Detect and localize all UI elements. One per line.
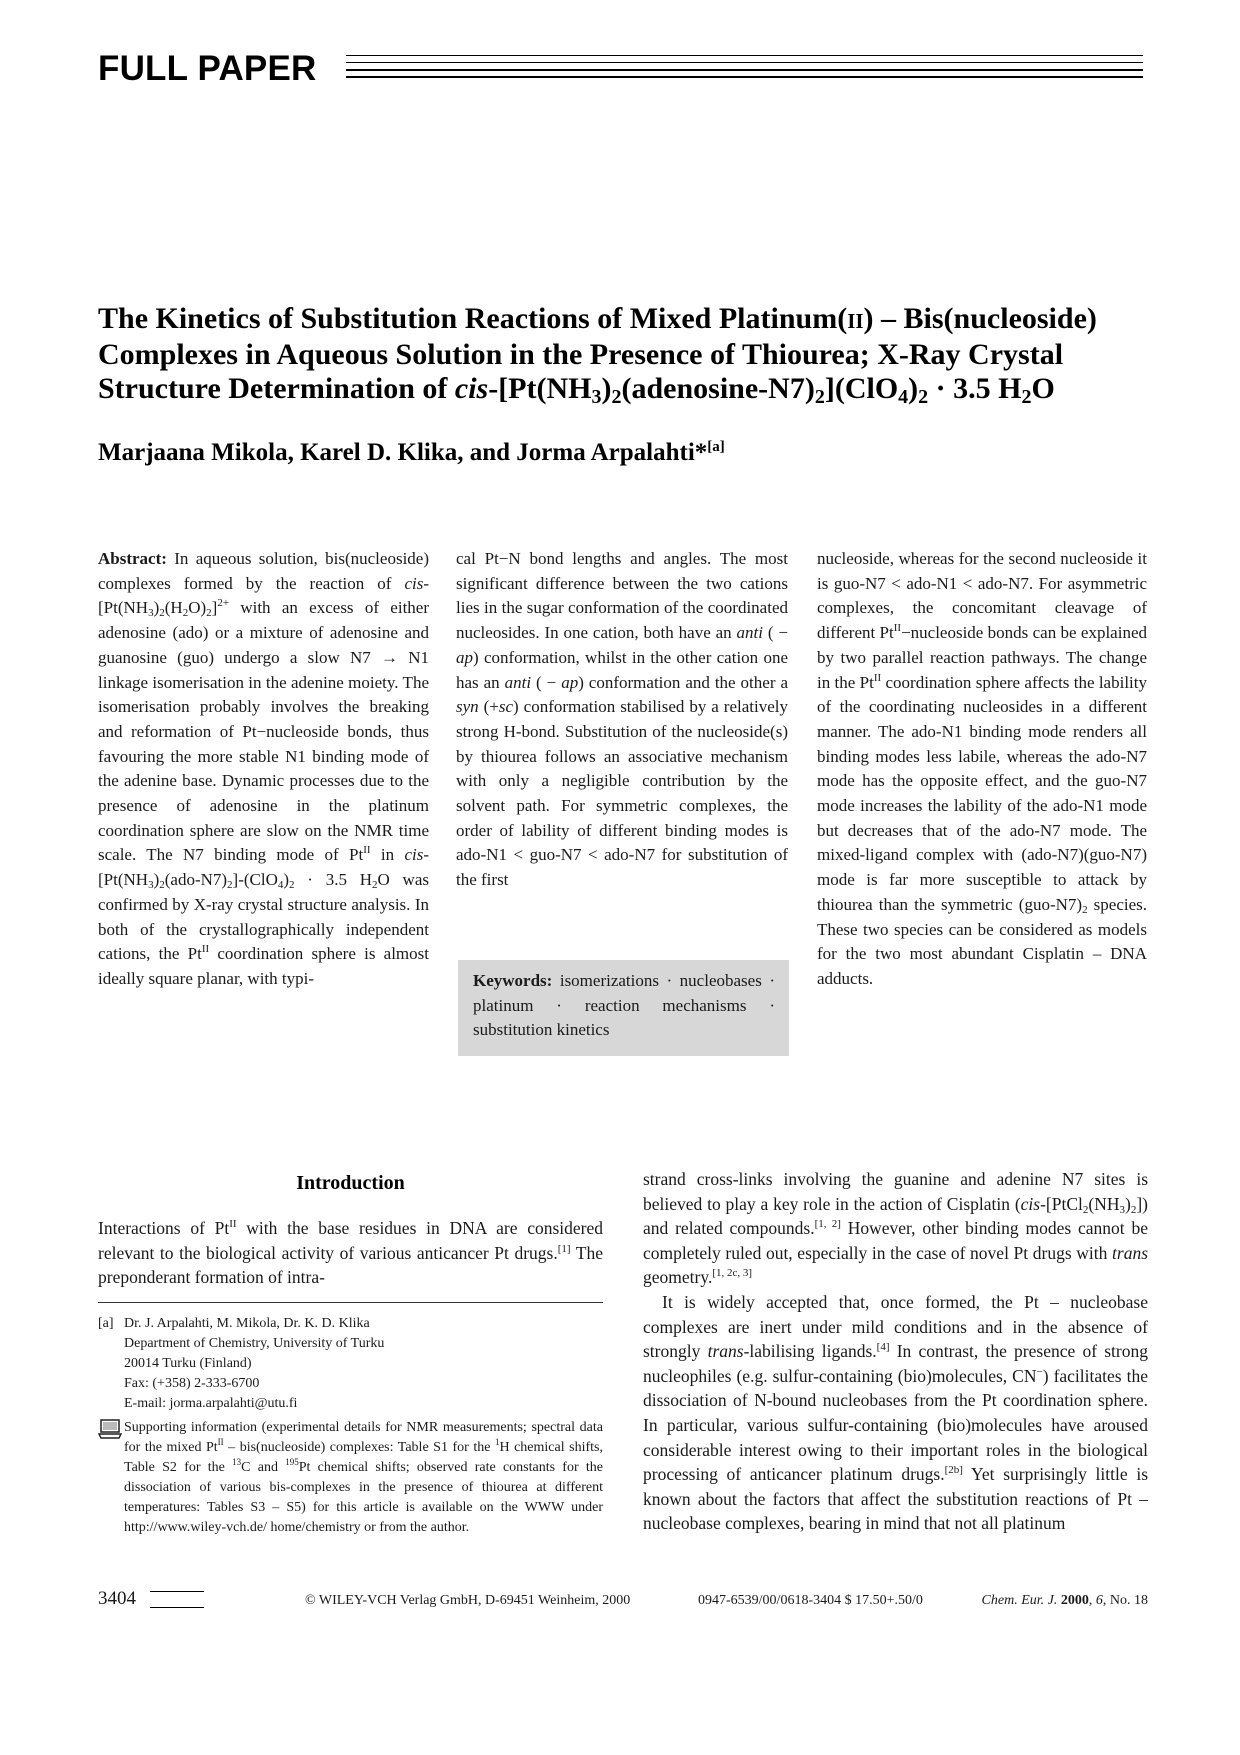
header-rules <box>346 55 1143 85</box>
keywords-label: Keywords: <box>473 971 553 990</box>
computer-icon <box>98 1419 122 1439</box>
abstract-column-1: Abstract: In aqueous solution, bis(nucleoside) complexes formed by the reaction of cis-$[Pt(NH_3)_2(H_2O)_2]^{2+}$ with an excess of either adenosine (ado) or a mixture of adenosine and guanosine (guo) undergo a slow N7 → N1 linkage isomerisation in the adenine moiety. The isomerisation probably involves the breaking and reformation of Pt−nucleoside bonds, thus favouring the more stable N1 binding mode of the adenine base. Dynamic processes due to the presence of adenosine in the platinum coordination sphere are slow on the NMR time scale. The N7 binding mode of $Pt^{II}$ in cis-$[Pt(NH_3)_2(ado-N7)_2]-(ClO_4)_2 \cdot 3.5$ $H_2O$ was confirmed by X-ray crystal structure analysis. In both of the crystallographically independent cations, the $Pt^{II}$ coordination sphere is almost ideally square planar, with typi- <box>98 549 429 988</box>
introduction-heading: Introduction <box>296 1172 405 1194</box>
affiliation-line: Department of Chemistry, University of Turku <box>124 1335 385 1351</box>
page-footer <box>98 1588 1148 1618</box>
keywords-text: isomerizations · nucleobases · platinum · reaction mechanisms · substitution kinetics <box>473 971 775 1039</box>
page-number: 3404 <box>98 1588 136 1609</box>
issn-code: 0947-6539/00/0618-3404 $ 17.50+.50/0 <box>698 1593 923 1608</box>
introduction-column-2: strand cross-links involving the guanine and adenine N7 sites is believed to play a key role in the action of Cisplatin $(cis-[PtCl_2(NH_3)_2])$ and related compounds.[1, 2] However, other binding modes cannot be completely ruled out, especially in the case of novel Pt drugs with trans geometry.[1, 2c, 3] It is widely accepted that, once formed, the Pt – nucleobase complexes are inert under mild conditions and in the absence of strongly trans-labilising ligands.[4] In contrast, the presence of strong nucleophiles (e.g. sulfur-containing (bio)molecules, CN−) facilitates the dissociation of N-bound nucleobases from the Pt coordination sphere. In particular, various sulfur-containing (bio)molecules have aroused considerable interest owing to their important roles in the biological processing of anticancer platinum drugs.[2b] Yet surprisingly little is known about the factors that affect the substitution reactions of Pt – nucleobase complexes, bearing in mind that not all platinum <box>643 1169 1149 1534</box>
abstract-label: Abstract: <box>98 549 167 568</box>
author-list: Marjaana Mikola, Karel D. Klika, and Jorma Arpalahti*[a] <box>98 439 725 466</box>
affiliation-line: 20014 Turku (Finland) <box>124 1355 252 1371</box>
affiliation-footnote <box>98 1314 603 1414</box>
keywords-box <box>458 960 789 1056</box>
affiliation-line: Fax: (+358) 2-333-6700 <box>124 1375 260 1391</box>
abstract-column-2: cal Pt−N bond lengths and angles. The most significant difference between the two cations lies in the sugar conformation of the coordinated nucleosides. In one cation, both have an anti ( − ap) conformation, whilst in the other cation one has an anti ( − ap) conformation and the other a syn (+sc) conformation stabilised by a relatively strong H-bond. Substitution of the nucleoside(s) by thiourea follows an associative mechanism with only a negligible contribution by the solvent path. For symmetric complexes, the order of lability of different binding modes is ado-N1 < guo-N7 < ado-N7 for substitution of the first <box>456 549 788 890</box>
abstract-column-3: nucleoside, whereas for the second nucleoside it is guo-N7 < ado-N1 < ado-N7. For asymmetric complexes, the concomitant cleavage of different $Pt^{II}-nucleoside$ bonds can be explained by two parallel reaction pathways. The change in the $Pt^{II}$ coordination sphere affects the lability of the coordinating nucleosides in a different manner. The ado-N1 binding mode renders all binding modes less labile, whereas the ado-N7 mode has the opposite effect, and the guo-N7 mode increases the lability of the ado-N1 mode but decreases that of the ado-N7 mode. The mixed-ligand complex with (ado-N7)(guo-N7) mode is far more susceptible to attack by thiourea than the symmetric $(guo-N7)_2$ species. These two species can be considered as models for the two most abundant Cisplatin – DNA adducts. <box>817 549 1147 988</box>
supporting-info-note: Supporting information (experimental details for NMR measurements; spectral data for the mixed $Pt^{II}$ – bis(nucleoside) complexes: Table S1 for the $^1$H chemical shifts, Table S2 for the $^{13}$C and $^{195}$Pt chemical shifts; observed rate constants for the dissociation of various bis-complexes in the presence of thiourea at different temperatures: Tables S3 – S5) for this article is available on the WWW under http://www.wiley-vch.de/ home/chemistry or from the author. <box>98 1418 603 1538</box>
section-label: FULL PAPER <box>98 49 317 88</box>
footnote-marker: [a] <box>98 1316 114 1331</box>
footnote-divider <box>98 1302 603 1303</box>
footer-rules <box>150 1591 204 1623</box>
affiliation-line: E-mail: jorma.arpalahti@utu.fi <box>124 1395 298 1411</box>
article-title: The Kinetics of Substitution Reactions of Mixed Platinum(II) – Bis(nucleoside) Complexes in Aqueous Solution in the Presence of Thiourea; X-Ray Crystal Structure Determination of cis-$[Pt(NH_3)_2(adenosine-N7)_2](ClO_4)_2 \cdot 3.5$ $H_2O$ <box>98 302 1097 408</box>
affiliation-line: Dr. J. Arpalahti, M. Mikola, Dr. K. D. Klika <box>124 1316 370 1331</box>
introduction-column-1: Interactions of $Pt^{II}$ with the base residues in DNA are considered relevant to the biological activity of various anticancer Pt drugs.[1] The preponderant formation of intra- <box>98 1218 604 1288</box>
journal-reference: Chem. Eur. J. 2000, 6, No. 18 <box>981 1593 1148 1608</box>
copyright-notice: © WILEY-VCH Verlag GmbH, D-69451 Weinheim, 2000 <box>305 1593 631 1608</box>
